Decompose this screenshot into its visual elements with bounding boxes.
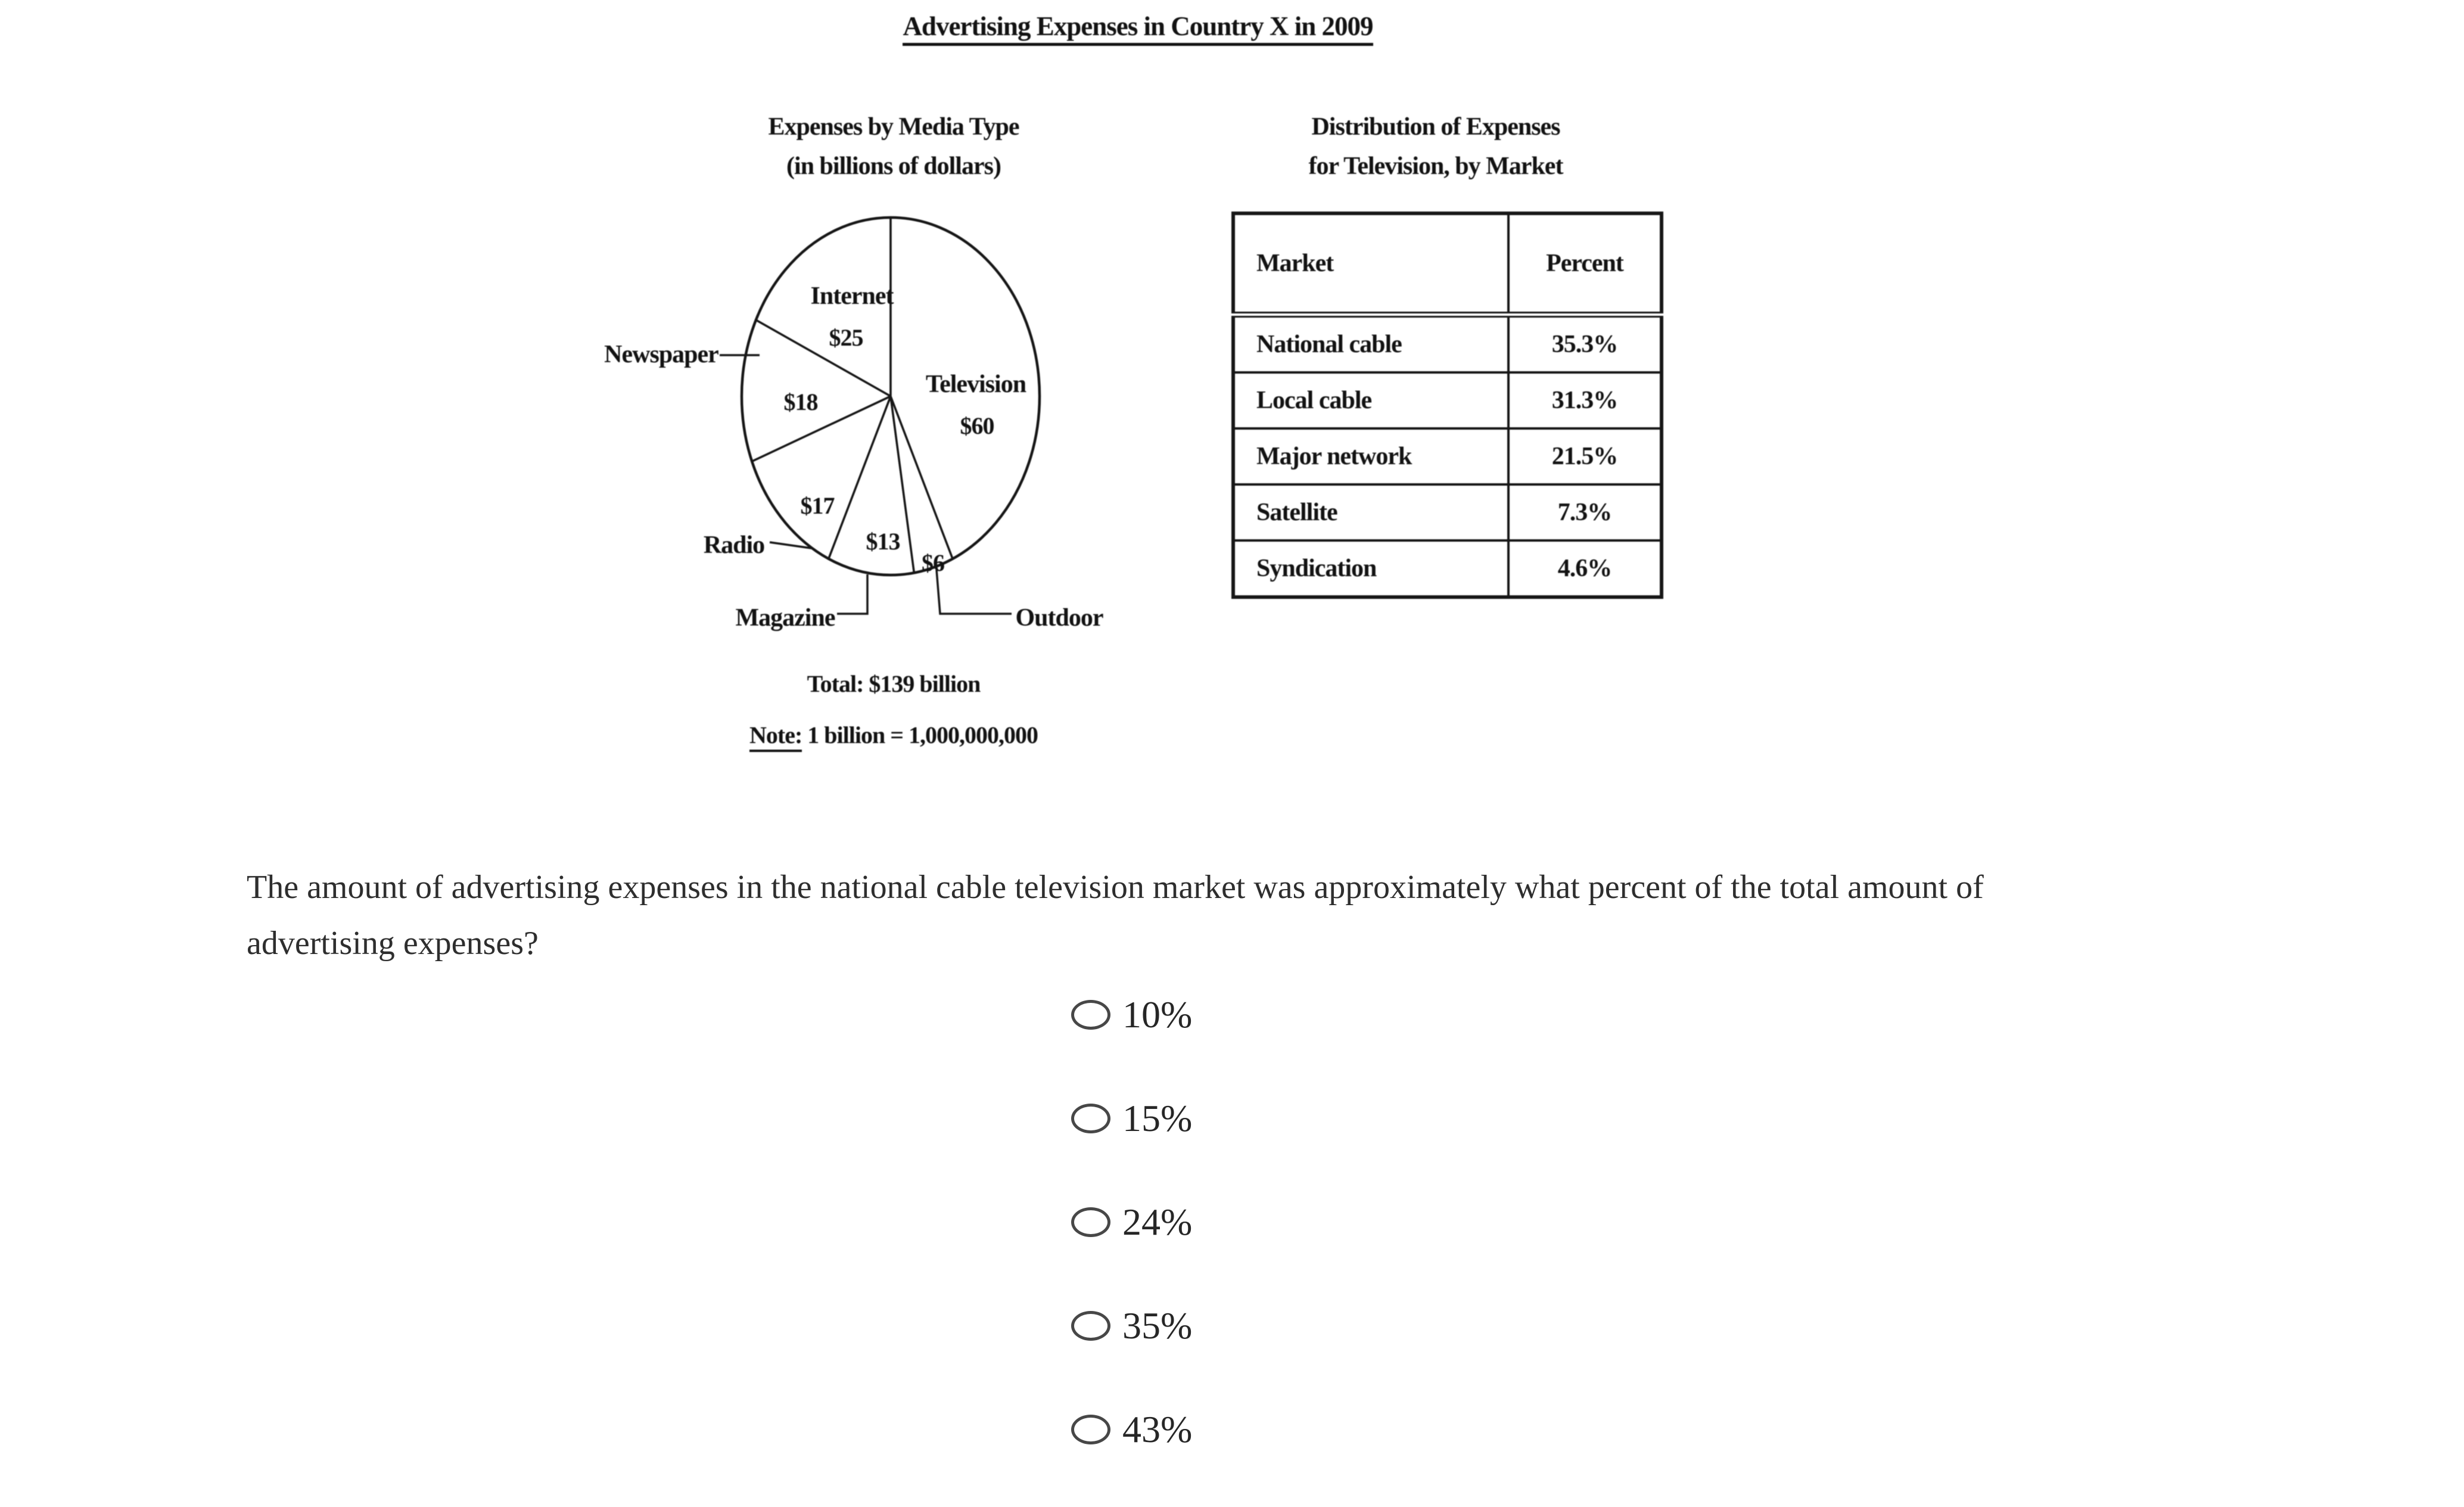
market-cell: Satellite bbox=[1233, 484, 1508, 540]
pie-value-internet: $25 bbox=[829, 324, 863, 351]
pie-chart bbox=[512, 197, 1227, 667]
pie-value-outdoor: $6 bbox=[922, 549, 944, 576]
question-text bbox=[247, 859, 1984, 971]
pie-label-magazine: Magazine bbox=[735, 604, 835, 632]
radio-button-35[interactable] bbox=[1071, 1311, 1110, 1341]
options-list bbox=[1071, 989, 1192, 1507]
option-label-24[interactable]: 24% bbox=[1122, 1201, 1193, 1243]
question-line2: advertising expenses? bbox=[247, 925, 539, 962]
percent-cell: 31.3% bbox=[1508, 372, 1662, 428]
table-row bbox=[1233, 428, 1662, 484]
market-cell: Local cable bbox=[1233, 372, 1508, 428]
option-label-35[interactable]: 35% bbox=[1122, 1304, 1193, 1347]
percent-cell: 7.3% bbox=[1508, 484, 1662, 540]
pie-value-magazine: $13 bbox=[866, 528, 900, 555]
market-cell: National cable bbox=[1233, 315, 1508, 372]
table-header-market: Market bbox=[1233, 213, 1508, 315]
pie-label-television: Television bbox=[925, 371, 1026, 398]
pie-label-newspaper: Newspaper bbox=[604, 341, 718, 368]
table-section-title bbox=[1215, 107, 1656, 186]
figure-title bbox=[691, 11, 1585, 42]
pie-label-radio: Radio bbox=[703, 532, 765, 559]
magazine-leader-line bbox=[837, 574, 867, 614]
pie-value-radio: $17 bbox=[800, 492, 835, 519]
table-header-percent: Percent bbox=[1508, 213, 1662, 315]
note-label: Note: bbox=[749, 722, 802, 752]
table-row bbox=[1233, 315, 1662, 372]
table-row bbox=[1233, 540, 1662, 597]
option-row-24[interactable] bbox=[1071, 1196, 1192, 1248]
figure-title-text: Advertising Expenses in Country X in 2009 bbox=[903, 11, 1373, 46]
question-line1: The amount of advertising expenses in the national cable television market was approximately what percent of the total amount of bbox=[247, 869, 1984, 906]
total-label: Total: $139 billion bbox=[807, 670, 981, 697]
outdoor-leader-line bbox=[937, 570, 1012, 614]
option-row-15[interactable] bbox=[1071, 1092, 1192, 1145]
radio-button-15[interactable] bbox=[1071, 1104, 1110, 1133]
radio-button-10[interactable] bbox=[1071, 1000, 1110, 1030]
pie-value-television: $60 bbox=[960, 412, 994, 439]
option-label-43[interactable]: 43% bbox=[1122, 1408, 1193, 1450]
tv-market-table bbox=[1231, 212, 1663, 599]
option-row-43[interactable] bbox=[1071, 1403, 1192, 1456]
pie-value-newspaper: $18 bbox=[783, 389, 818, 415]
radio-button-24[interactable] bbox=[1071, 1207, 1110, 1237]
table-row bbox=[1233, 372, 1662, 428]
table-row bbox=[1233, 484, 1662, 540]
pie-label-internet: Internet bbox=[810, 282, 894, 310]
option-row-35[interactable] bbox=[1071, 1300, 1192, 1352]
pie-label-outdoor: Outdoor bbox=[1015, 604, 1103, 632]
percent-cell: 21.5% bbox=[1508, 428, 1662, 484]
option-label-15[interactable]: 15% bbox=[1122, 1097, 1193, 1139]
radio-button-43[interactable] bbox=[1071, 1415, 1110, 1444]
option-row-10[interactable] bbox=[1071, 989, 1192, 1041]
note-text: 1 billion = 1,000,000,000 bbox=[802, 722, 1038, 748]
market-cell: Syndication bbox=[1233, 540, 1508, 597]
pie-title-line1: Expenses by Media Type bbox=[768, 113, 1019, 141]
table-title-line1: Distribution of Expenses bbox=[1311, 113, 1560, 141]
percent-cell: 35.3% bbox=[1508, 315, 1662, 372]
percent-cell: 4.6% bbox=[1508, 540, 1662, 597]
pie-title-line2: (in billions of dollars) bbox=[786, 153, 1001, 180]
note-line bbox=[572, 721, 1215, 749]
table-title-line2: for Television, by Market bbox=[1308, 153, 1563, 180]
table-header-row bbox=[1233, 213, 1662, 315]
pie-section-title bbox=[631, 107, 1156, 186]
option-label-10[interactable]: 10% bbox=[1122, 993, 1193, 1036]
market-cell: Major network bbox=[1233, 428, 1508, 484]
